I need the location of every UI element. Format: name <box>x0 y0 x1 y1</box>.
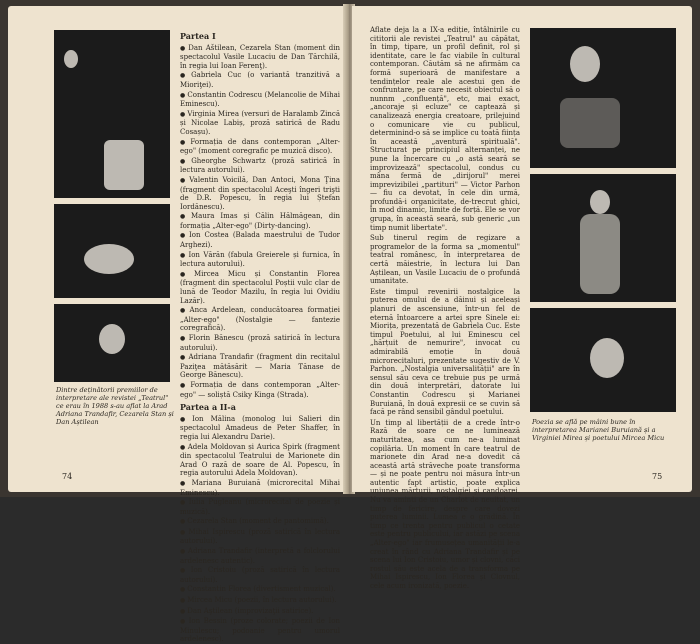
left-text-column <box>180 30 340 644</box>
program-item-text: Maura Imas și Călin Hălmăgean, din formația „Alter-ego" (Dirty-dancing). <box>180 212 340 230</box>
program-item <box>180 596 340 606</box>
program-item-text: Iulia Pugleanu (microrecital de poezie și muzică). <box>180 498 340 516</box>
bullet-icon: ● <box>180 44 187 52</box>
program-item <box>180 251 340 269</box>
right-page-number: 75 <box>652 472 663 481</box>
program-item-text: Mariana Buruiană (microrecital Mihai Eminescu). <box>180 478 340 497</box>
program-item <box>180 157 340 175</box>
part1-list <box>180 44 340 400</box>
program-item <box>180 585 340 595</box>
bullet-icon: ● <box>180 251 187 259</box>
bullet-icon: ● <box>180 479 190 487</box>
program-item-text: Adriana Trandafir (interpretă a folclorului ardelenesc autentic). <box>180 547 340 565</box>
photo-middle-right <box>530 174 676 302</box>
bullet-icon: ● <box>180 415 191 423</box>
bullet-icon: ● <box>180 618 187 626</box>
program-item-text: Formația de dans contemporan „Alter-ego" (moment coregrafic pe muzică disco). <box>180 137 340 156</box>
part2-title: Partea a II-a <box>180 402 236 413</box>
program-item <box>180 443 340 478</box>
program-item <box>180 212 340 230</box>
program-item <box>180 547 340 565</box>
bullet-icon: ● <box>180 307 188 315</box>
photo-bottom-left <box>54 304 170 382</box>
program-item-text: Constantin Codrescu (Melancolie de Mihai Eminescu). <box>180 90 340 109</box>
right-paragraph-3: Este timpul revenirii nostalgice la puterea omului de a dăinui și aceleași planuri de ascensiune, într-un fel de eternă întoarcere a artei spre Sinele ei: Miorița, prezentată de Gabriela Cuc. Este timpul Poetului, al lui Eminescu cel „hărțuit de nemurire", invocat cu admirabilă emoție în două microrecitaluri, prezentate sugestiv de V. Parhon. „Nostalgia universalității" are în sensul său ceva ce trebuie pus pe urmă din două interpretări, datorate lui Constantin Codrescu și Marianei Buruiană, în două expresii ce se cuvin să facă pe rând sensibil gândul poetului. <box>370 287 520 417</box>
left-page-number: 74 <box>62 472 73 481</box>
program-item-text: Ion Cristoiu (proză satirică în lectura autorului). <box>180 566 340 584</box>
program-item-text: Ion Bessin (proze colorate; poezii de Ion Minulescu; podoanie pentru umorul ardelenesc). <box>180 617 340 644</box>
program-item <box>180 334 340 352</box>
program-item <box>180 607 340 617</box>
bullet-icon: ● <box>180 607 186 615</box>
program-item-text: Ion Costea (Balada maestrului de Tudor Arghezi). <box>180 231 340 250</box>
bullet-icon: ● <box>180 518 186 526</box>
bullet-icon: ● <box>180 443 186 451</box>
bullet-icon: ● <box>180 548 186 556</box>
photo-top-left <box>54 30 170 198</box>
right-paragraph-2: Sub tinerul regim de regizare a programelor de la forma sa „momentul" teatral românesc, în interpretarea de certă măiestrie, în lectura lui Dan Aștilean, un Vasile Lucaciu de o profundă umanitate. <box>370 234 520 286</box>
right-caption: Poezia se află pe mâini bune în interpretarea Marianei Buruiană și a Virginiei Mirea și poetului Mircea Micu <box>532 418 665 442</box>
program-item <box>180 517 340 527</box>
program-item-text: Gabriela Cuc (o variantă tranzitivă a Mioriţei). <box>180 71 340 89</box>
program-item <box>180 617 340 644</box>
right-page <box>352 6 692 590</box>
program-item-text: Anca Ardelean, conducătoarea formației „Alter-ego" (Nostalgie — fantezie coregrafică). <box>180 306 340 333</box>
program-item-text: Formația de dans contemporan „Alter-ego" — soliștă Csiky Kinga (Strada). <box>180 380 340 399</box>
photo-middle-left <box>54 204 170 298</box>
part2-list <box>180 415 340 644</box>
program-item-text: Mircea Micu și Constantin Florea (fragment din spectacolul Poștii vulc clar de lună de Teodor Mazilu, în regia lui Ovidiu Lazăr). <box>180 269 340 305</box>
bullet-icon: ● <box>180 586 186 594</box>
program-item-text: Constantin Florea (divertisment muzical). <box>187 585 336 594</box>
photo-top-right <box>530 28 676 168</box>
bullet-icon: ● <box>180 157 190 165</box>
program-item-text: Virginia Mirea (versuri de Haralamb Zincă și Nicolae Labiș, proză satirică de Radu Cosașu). <box>180 109 340 136</box>
photo-bottom-right <box>530 308 676 412</box>
program-item-text: Ion Mălina (monolog lui Salieri din spectacolul Amadeus de Peter Shaffer, în regia lui Alexandru Darie). <box>180 414 340 441</box>
program-item-text: Ion Vărăn (fabula Greierele și furnica, în lectura autorului). <box>180 250 340 269</box>
bullet-icon: ● <box>180 354 187 362</box>
bullet-icon: ● <box>180 213 190 221</box>
program-item-text: Valentin Voicilă, Dan Antoci, Mona Ţina (fragment din spectacolul Aceşti îngeri trişti de D.R. Popescu, în regia lui Ștefan Iordănescu). <box>180 175 340 211</box>
program-item <box>180 566 340 584</box>
part1-title: Partea I <box>180 31 216 41</box>
bullet-icon: ● <box>180 270 192 278</box>
bullet-icon: ● <box>180 110 186 118</box>
bullet-icon: ● <box>180 176 188 184</box>
bullet-icon: ● <box>180 232 188 240</box>
program-item-text: Cezarela Stan (moment de pantomimă). <box>187 517 329 526</box>
left-page <box>8 6 346 644</box>
program-item <box>180 176 340 211</box>
right-text-column <box>370 26 520 590</box>
program-item-text: Gheorghe Schwartz (proză satirică în lectura autorului). <box>180 156 340 175</box>
program-item <box>180 91 340 109</box>
program-item <box>180 270 340 305</box>
bullet-icon: ● <box>180 138 189 146</box>
program-item-text: Mircea Micu (poezii, în lectura autorului). <box>187 596 337 605</box>
right-paragraph-4: Un timp al libertății de a crede într-o Rază de soare ce ne luminează maturitatea, asa cum ne-a luminat copilăria. Un moment în care teatrul de marionete din Arad ne-a dovedit că această artă străveche poate transforma — și ne poate pentru noi măsura într-un autentic fapt artistic, poate explica uniunea mărturii, nostalgiei și candoarei. Nu va aminti de un Charlot de neuitat, un timp de fericire, despre care dovezi puterea luminii. Lumea e o grădină. În timp ce trenta pentru publicul o cetate este pentru publicului, iar astăzi pe scena „Alter-ego" iar frumusețea umanității le-a creat în rând cu Adriana Trandafir și pe scena lui Ion Cristoiu, umor și clovni, căci rostul său este acela de a transforma pe Mihai Ispirescu, Ion Florea și Clovnul, cele acum ironizată, poezie. <box>370 418 520 590</box>
program-item-text: Dan Aštilean, Cezarela Stan (moment din spectacolul Vasile Lucaciu de Dan Tărchilă, în regia lui Ioan Ferenţ). <box>180 43 340 70</box>
left-caption: Dintre deținătorii premiilor de interpretare ale revistei „Teatrul" ce erau în 1988 s-au aflat la Arad Adriana Trandafir, Cezarela Stan și Dan Aștilean <box>56 386 174 426</box>
bullet-icon: ● <box>180 335 187 342</box>
program-item-text: Dan Aştilean (improvizaţii satirice). <box>187 606 314 615</box>
bullet-icon: ● <box>180 91 186 99</box>
bullet-icon: ● <box>180 72 190 80</box>
program-item <box>180 138 340 156</box>
program-item <box>180 528 340 546</box>
program-item <box>180 110 340 137</box>
bullet-icon: ● <box>180 499 187 507</box>
program-item <box>180 44 340 71</box>
program-item <box>180 498 340 516</box>
program-item-text: Adela Moldovan și Aurica Spirk (fragment din spectacolul Teatrului de Marionete din Arad O rază de soare de Al. Popescu, în regia autorului Adela Moldovan). <box>180 442 340 478</box>
program-item-text: Florin Bănescu (proză satirică în lectura autorului). <box>180 334 340 352</box>
right-paragraph-1: Aflate deja la a IX-a ediție, întâlnirile cu cititorii ale revistei „Teatrul" au căpătat, în timp, tipare, un profil definit, rol și identitate, care le fac viabile în cultural contemporan. Căutăm să ne afirmăm ca formă superioară de manifestare a tendințelor reale ale acestui gen de confruntare, pe care necesit obiectul să o nunnm „confluență", etc, mai exact, „ancoraje și ecluze" ce captează și canalizează energia creatoare, prilejuind o comunicare vie cu publicul, determinind-o să se implice cu toată ființa în această „aventură spirituală". Structurat pe principiul alternanței, ne pune la încercare cu „o astă seară se improvizează" spectacolul, condus cu mâna fermă de „dirijorul" merei imprevizibilei „partituri" — Victor Parhon — fiu ca devotat, în cele din urmă, profundă-i organicitate, de-trecrut ghici, în mod dinamic, limite de forță. Ele se vor grupa, în această seară, sub generic „un timp numit libertate". <box>370 26 520 232</box>
program-item <box>180 415 340 442</box>
bullet-icon: ● <box>180 597 186 605</box>
program-item <box>180 381 340 399</box>
program-item <box>180 353 340 380</box>
program-item-text: Adriana Trandafir (fragment din recitalul Paziţea mătăsărit — Maria Tănase de George Bănescu). <box>180 353 340 380</box>
bullet-icon: ● <box>180 528 187 536</box>
program-item-text: Mihai Ispirescu (proză satirică în lectura autorului). <box>180 527 340 546</box>
bullet-icon: ● <box>180 381 189 389</box>
program-item <box>180 306 340 333</box>
program-item <box>180 479 340 497</box>
bullet-icon: ● <box>180 567 189 575</box>
program-item <box>180 231 340 249</box>
program-item <box>180 71 340 89</box>
